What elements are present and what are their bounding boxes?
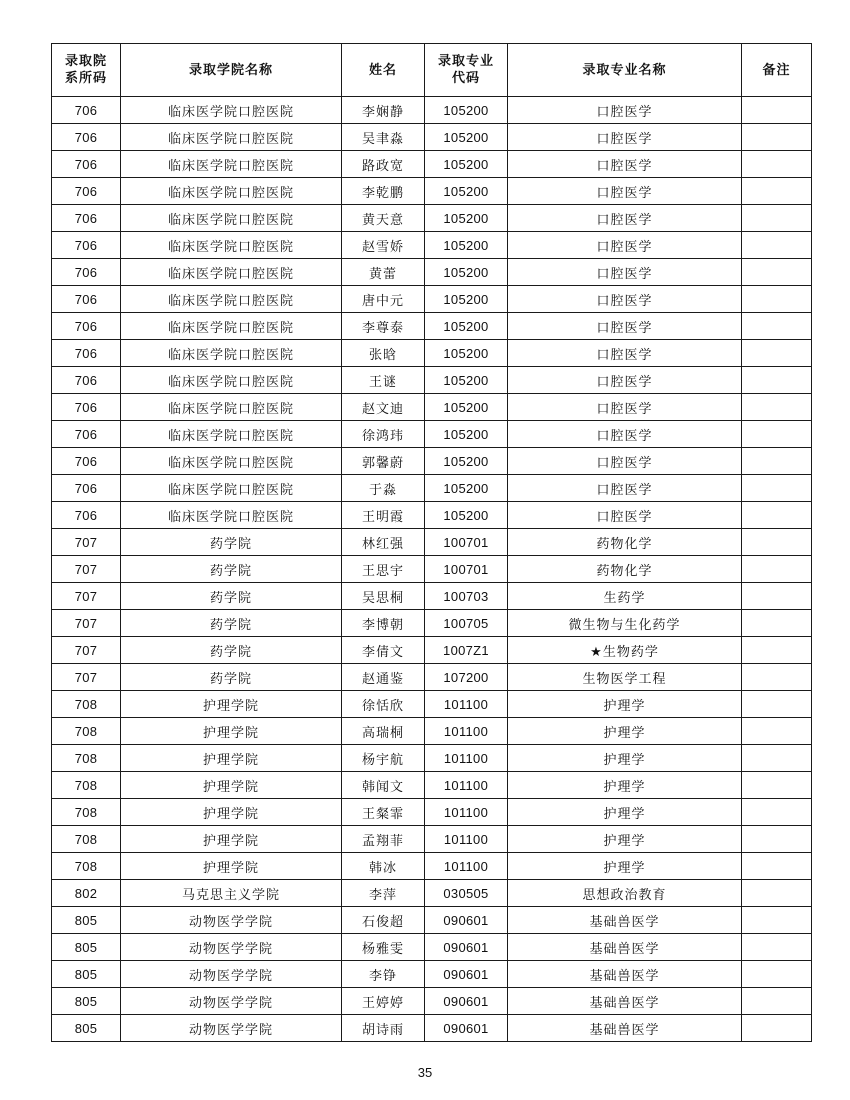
table-row — [52, 664, 812, 691]
cell-college-name: 临床医学院口腔医院 — [121, 151, 342, 178]
cell-major-name: 微生物与生化药学 — [508, 610, 742, 637]
cell-student-name: 李铮 — [342, 961, 425, 988]
cell-student-name: 于淼 — [342, 475, 425, 502]
table-row — [52, 205, 812, 232]
cell-remark — [742, 853, 812, 880]
cell-major-name: 口腔医学 — [508, 259, 742, 286]
header-remark: 备注 — [742, 44, 812, 97]
cell-college-name: 临床医学院口腔医院 — [121, 97, 342, 124]
cell-college-code: 805 — [52, 961, 121, 988]
cell-college-code: 706 — [52, 448, 121, 475]
cell-major-name: 口腔医学 — [508, 151, 742, 178]
cell-college-name: 临床医学院口腔医院 — [121, 124, 342, 151]
cell-student-name: 王粲霏 — [342, 799, 425, 826]
cell-college-code: 706 — [52, 259, 121, 286]
cell-college-code: 708 — [52, 826, 121, 853]
cell-major-name: 口腔医学 — [508, 232, 742, 259]
header-code-line-1: 录取院 — [64, 54, 107, 69]
cell-college-name: 临床医学院口腔医院 — [121, 313, 342, 340]
cell-student-name: 赵通鉴 — [342, 664, 425, 691]
cell-student-name: 张晗 — [342, 340, 425, 367]
cell-major-name: 药物化学 — [508, 556, 742, 583]
cell-remark — [742, 637, 812, 664]
cell-major-code: 105200 — [425, 502, 508, 529]
cell-major-code: 105200 — [425, 475, 508, 502]
cell-college-name: 药学院 — [121, 556, 342, 583]
cell-major-code: 101100 — [425, 745, 508, 772]
cell-remark — [742, 556, 812, 583]
cell-college-name: 动物医学学院 — [121, 988, 342, 1015]
cell-college-code: 805 — [52, 988, 121, 1015]
cell-major-name: 药物化学 — [508, 529, 742, 556]
cell-major-code: 105200 — [425, 394, 508, 421]
cell-remark — [742, 124, 812, 151]
cell-college-code: 708 — [52, 853, 121, 880]
cell-major-code: 105200 — [425, 313, 508, 340]
cell-major-code: 100701 — [425, 556, 508, 583]
cell-college-name: 临床医学院口腔医院 — [121, 367, 342, 394]
cell-student-name: 李博朝 — [342, 610, 425, 637]
cell-remark — [742, 826, 812, 853]
cell-college-name: 临床医学院口腔医院 — [121, 421, 342, 448]
cell-college-name: 动物医学学院 — [121, 961, 342, 988]
header-row — [52, 44, 812, 97]
cell-student-name: 黄天意 — [342, 205, 425, 232]
cell-major-name: 基础兽医学 — [508, 988, 742, 1015]
cell-major-name: 口腔医学 — [508, 448, 742, 475]
cell-student-name: 王思宇 — [342, 556, 425, 583]
header-major-code — [425, 44, 508, 97]
cell-college-code: 706 — [52, 286, 121, 313]
cell-college-code: 706 — [52, 178, 121, 205]
cell-remark — [742, 313, 812, 340]
cell-college-code: 708 — [52, 772, 121, 799]
cell-major-code: 105200 — [425, 151, 508, 178]
table-row — [52, 988, 812, 1015]
table-row — [52, 1015, 812, 1042]
cell-major-code: 107200 — [425, 664, 508, 691]
cell-college-name: 临床医学院口腔医院 — [121, 259, 342, 286]
cell-major-code: 090601 — [425, 907, 508, 934]
cell-college-code: 805 — [52, 1015, 121, 1042]
cell-college-name: 药学院 — [121, 529, 342, 556]
header-code — [52, 44, 121, 97]
cell-remark — [742, 691, 812, 718]
cell-remark — [742, 205, 812, 232]
cell-student-name: 李乾鹏 — [342, 178, 425, 205]
cell-student-name: 王婷婷 — [342, 988, 425, 1015]
cell-student-name: 高瑞桐 — [342, 718, 425, 745]
cell-student-name: 李尊泰 — [342, 313, 425, 340]
cell-college-code: 802 — [52, 880, 121, 907]
cell-student-name: 胡诗雨 — [342, 1015, 425, 1042]
cell-major-code: 105200 — [425, 232, 508, 259]
cell-major-name: 护理学 — [508, 718, 742, 745]
cell-major-name: 口腔医学 — [508, 421, 742, 448]
cell-college-name: 临床医学院口腔医院 — [121, 286, 342, 313]
cell-college-name: 马克思主义学院 — [121, 880, 342, 907]
table-row — [52, 880, 812, 907]
cell-student-name: 郭馨蔚 — [342, 448, 425, 475]
cell-college-name: 动物医学学院 — [121, 907, 342, 934]
cell-major-code: 105200 — [425, 448, 508, 475]
cell-student-name: 石俊超 — [342, 907, 425, 934]
cell-college-code: 707 — [52, 664, 121, 691]
cell-major-name: ★生物药学 — [508, 637, 742, 664]
cell-student-name: 李娴静 — [342, 97, 425, 124]
cell-college-code: 706 — [52, 502, 121, 529]
cell-remark — [742, 664, 812, 691]
cell-student-name: 徐鸿玮 — [342, 421, 425, 448]
cell-student-name: 孟翔菲 — [342, 826, 425, 853]
cell-major-code: 101100 — [425, 772, 508, 799]
admissions-table — [51, 43, 812, 1042]
cell-college-code: 706 — [52, 151, 121, 178]
cell-major-name: 口腔医学 — [508, 286, 742, 313]
cell-major-code: 105200 — [425, 259, 508, 286]
cell-remark — [742, 475, 812, 502]
cell-student-name: 韩闻文 — [342, 772, 425, 799]
cell-major-code: 090601 — [425, 934, 508, 961]
cell-college-code: 708 — [52, 691, 121, 718]
table-body — [52, 97, 812, 1042]
table-row — [52, 907, 812, 934]
cell-college-code: 706 — [52, 394, 121, 421]
cell-college-name: 临床医学院口腔医院 — [121, 340, 342, 367]
table-row — [52, 475, 812, 502]
cell-major-name: 护理学 — [508, 853, 742, 880]
cell-student-name: 赵文迪 — [342, 394, 425, 421]
cell-student-name: 王谜 — [342, 367, 425, 394]
table-row — [52, 853, 812, 880]
cell-student-name: 吴思桐 — [342, 583, 425, 610]
cell-college-name: 动物医学学院 — [121, 934, 342, 961]
cell-student-name: 杨宇航 — [342, 745, 425, 772]
table-row — [52, 232, 812, 259]
cell-major-name: 护理学 — [508, 826, 742, 853]
table-row — [52, 178, 812, 205]
table-row — [52, 745, 812, 772]
cell-college-name: 护理学院 — [121, 745, 342, 772]
cell-remark — [742, 961, 812, 988]
cell-college-code: 805 — [52, 907, 121, 934]
cell-college-code: 707 — [52, 637, 121, 664]
cell-major-code: 105200 — [425, 205, 508, 232]
cell-major-code: 100701 — [425, 529, 508, 556]
cell-major-name: 口腔医学 — [508, 178, 742, 205]
header-major-code-line-2: 代码 — [451, 71, 480, 86]
cell-remark — [742, 286, 812, 313]
cell-major-name: 护理学 — [508, 799, 742, 826]
cell-college-code: 707 — [52, 583, 121, 610]
table-row — [52, 151, 812, 178]
cell-remark — [742, 259, 812, 286]
cell-major-name: 口腔医学 — [508, 394, 742, 421]
cell-college-name: 临床医学院口腔医院 — [121, 205, 342, 232]
cell-major-name: 基础兽医学 — [508, 961, 742, 988]
cell-college-code: 706 — [52, 367, 121, 394]
cell-major-name: 口腔医学 — [508, 340, 742, 367]
cell-major-code: 105200 — [425, 340, 508, 367]
cell-student-name: 林红强 — [342, 529, 425, 556]
table-row — [52, 718, 812, 745]
cell-remark — [742, 232, 812, 259]
cell-college-code: 708 — [52, 799, 121, 826]
cell-major-name: 生药学 — [508, 583, 742, 610]
cell-college-code: 706 — [52, 475, 121, 502]
cell-college-name: 临床医学院口腔医院 — [121, 178, 342, 205]
cell-major-code: 105200 — [425, 97, 508, 124]
cell-college-code: 708 — [52, 718, 121, 745]
table-row — [52, 394, 812, 421]
page-number: 35 — [417, 1065, 433, 1080]
cell-remark — [742, 934, 812, 961]
cell-college-code: 805 — [52, 934, 121, 961]
table-row — [52, 691, 812, 718]
cell-major-code: 105200 — [425, 286, 508, 313]
cell-major-code: 101100 — [425, 826, 508, 853]
header-code-line-2: 系所码 — [64, 71, 107, 86]
cell-student-name: 黄蕾 — [342, 259, 425, 286]
cell-remark — [742, 583, 812, 610]
cell-college-code: 707 — [52, 610, 121, 637]
cell-major-name: 基础兽医学 — [508, 907, 742, 934]
cell-college-code: 706 — [52, 124, 121, 151]
table-row — [52, 448, 812, 475]
cell-college-code: 706 — [52, 205, 121, 232]
cell-remark — [742, 988, 812, 1015]
cell-college-code: 706 — [52, 340, 121, 367]
header-college: 录取学院名称 — [121, 44, 342, 97]
cell-college-name: 临床医学院口腔医院 — [121, 232, 342, 259]
cell-college-name: 临床医学院口腔医院 — [121, 475, 342, 502]
cell-major-name: 口腔医学 — [508, 367, 742, 394]
cell-college-code: 707 — [52, 529, 121, 556]
cell-college-name: 临床医学院口腔医院 — [121, 502, 342, 529]
table-row — [52, 286, 812, 313]
header-major-name: 录取专业名称 — [508, 44, 742, 97]
cell-major-name: 口腔医学 — [508, 124, 742, 151]
cell-remark — [742, 745, 812, 772]
table-row — [52, 529, 812, 556]
table-row — [52, 934, 812, 961]
cell-remark — [742, 502, 812, 529]
cell-college-code: 706 — [52, 421, 121, 448]
table-row — [52, 313, 812, 340]
cell-college-name: 护理学院 — [121, 718, 342, 745]
cell-remark — [742, 799, 812, 826]
header-name: 姓名 — [342, 44, 425, 97]
cell-remark — [742, 421, 812, 448]
table-header — [52, 44, 812, 97]
cell-college-code: 706 — [52, 313, 121, 340]
cell-college-name: 药学院 — [121, 664, 342, 691]
cell-student-name: 路政宽 — [342, 151, 425, 178]
cell-remark — [742, 529, 812, 556]
cell-major-name: 口腔医学 — [508, 475, 742, 502]
cell-major-name: 口腔医学 — [508, 97, 742, 124]
cell-major-code: 100703 — [425, 583, 508, 610]
cell-major-code: 090601 — [425, 1015, 508, 1042]
cell-major-name: 基础兽医学 — [508, 934, 742, 961]
table-row — [52, 97, 812, 124]
table-row — [52, 421, 812, 448]
cell-remark — [742, 394, 812, 421]
cell-remark — [742, 718, 812, 745]
cell-student-name: 李倩文 — [342, 637, 425, 664]
cell-major-name: 护理学 — [508, 745, 742, 772]
cell-college-name: 动物医学学院 — [121, 1015, 342, 1042]
cell-remark — [742, 151, 812, 178]
cell-student-name: 徐恬欣 — [342, 691, 425, 718]
cell-student-name: 吴聿淼 — [342, 124, 425, 151]
cell-major-code: 100705 — [425, 610, 508, 637]
cell-student-name: 李萍 — [342, 880, 425, 907]
cell-major-code: 101100 — [425, 853, 508, 880]
table-row — [52, 502, 812, 529]
cell-college-name: 护理学院 — [121, 826, 342, 853]
table-row — [52, 340, 812, 367]
cell-college-code: 707 — [52, 556, 121, 583]
cell-student-name: 韩冰 — [342, 853, 425, 880]
cell-student-name: 赵雪娇 — [342, 232, 425, 259]
table-row — [52, 826, 812, 853]
table-row — [52, 124, 812, 151]
table-row — [52, 556, 812, 583]
cell-major-code: 101100 — [425, 691, 508, 718]
table-row — [52, 367, 812, 394]
cell-major-code: 105200 — [425, 124, 508, 151]
cell-major-name: 生物医学工程 — [508, 664, 742, 691]
cell-college-name: 临床医学院口腔医院 — [121, 448, 342, 475]
cell-major-name: 护理学 — [508, 691, 742, 718]
cell-major-code: 030505 — [425, 880, 508, 907]
cell-major-code: 105200 — [425, 421, 508, 448]
cell-major-name: 思想政治教育 — [508, 880, 742, 907]
cell-college-name: 药学院 — [121, 583, 342, 610]
cell-major-code: 105200 — [425, 367, 508, 394]
cell-student-name: 杨雅雯 — [342, 934, 425, 961]
cell-major-code: 090601 — [425, 988, 508, 1015]
table-row — [52, 259, 812, 286]
cell-major-name: 口腔医学 — [508, 313, 742, 340]
cell-major-name: 口腔医学 — [508, 502, 742, 529]
cell-college-code: 708 — [52, 745, 121, 772]
cell-major-code: 1007Z1 — [425, 637, 508, 664]
cell-major-code: 105200 — [425, 178, 508, 205]
cell-remark — [742, 907, 812, 934]
cell-college-code: 706 — [52, 232, 121, 259]
cell-college-name: 临床医学院口腔医院 — [121, 394, 342, 421]
cell-college-name: 药学院 — [121, 610, 342, 637]
cell-college-name: 护理学院 — [121, 853, 342, 880]
cell-student-name: 王明霞 — [342, 502, 425, 529]
cell-major-name: 护理学 — [508, 772, 742, 799]
cell-college-name: 护理学院 — [121, 691, 342, 718]
table-row — [52, 772, 812, 799]
cell-college-name: 药学院 — [121, 637, 342, 664]
cell-college-name: 护理学院 — [121, 772, 342, 799]
cell-major-name: 基础兽医学 — [508, 1015, 742, 1042]
cell-major-code: 090601 — [425, 961, 508, 988]
cell-remark — [742, 610, 812, 637]
cell-major-name: 口腔医学 — [508, 205, 742, 232]
cell-remark — [742, 448, 812, 475]
table-row — [52, 610, 812, 637]
table-row — [52, 799, 812, 826]
cell-remark — [742, 367, 812, 394]
cell-college-code: 706 — [52, 97, 121, 124]
cell-college-name: 护理学院 — [121, 799, 342, 826]
cell-remark — [742, 178, 812, 205]
cell-major-code: 101100 — [425, 799, 508, 826]
cell-remark — [742, 880, 812, 907]
cell-remark — [742, 340, 812, 367]
cell-remark — [742, 772, 812, 799]
cell-remark — [742, 97, 812, 124]
table-row — [52, 583, 812, 610]
cell-remark — [742, 1015, 812, 1042]
table-row — [52, 961, 812, 988]
table-row — [52, 637, 812, 664]
cell-student-name: 唐中元 — [342, 286, 425, 313]
header-major-code-line-1: 录取专业 — [437, 54, 494, 69]
cell-major-code: 101100 — [425, 718, 508, 745]
